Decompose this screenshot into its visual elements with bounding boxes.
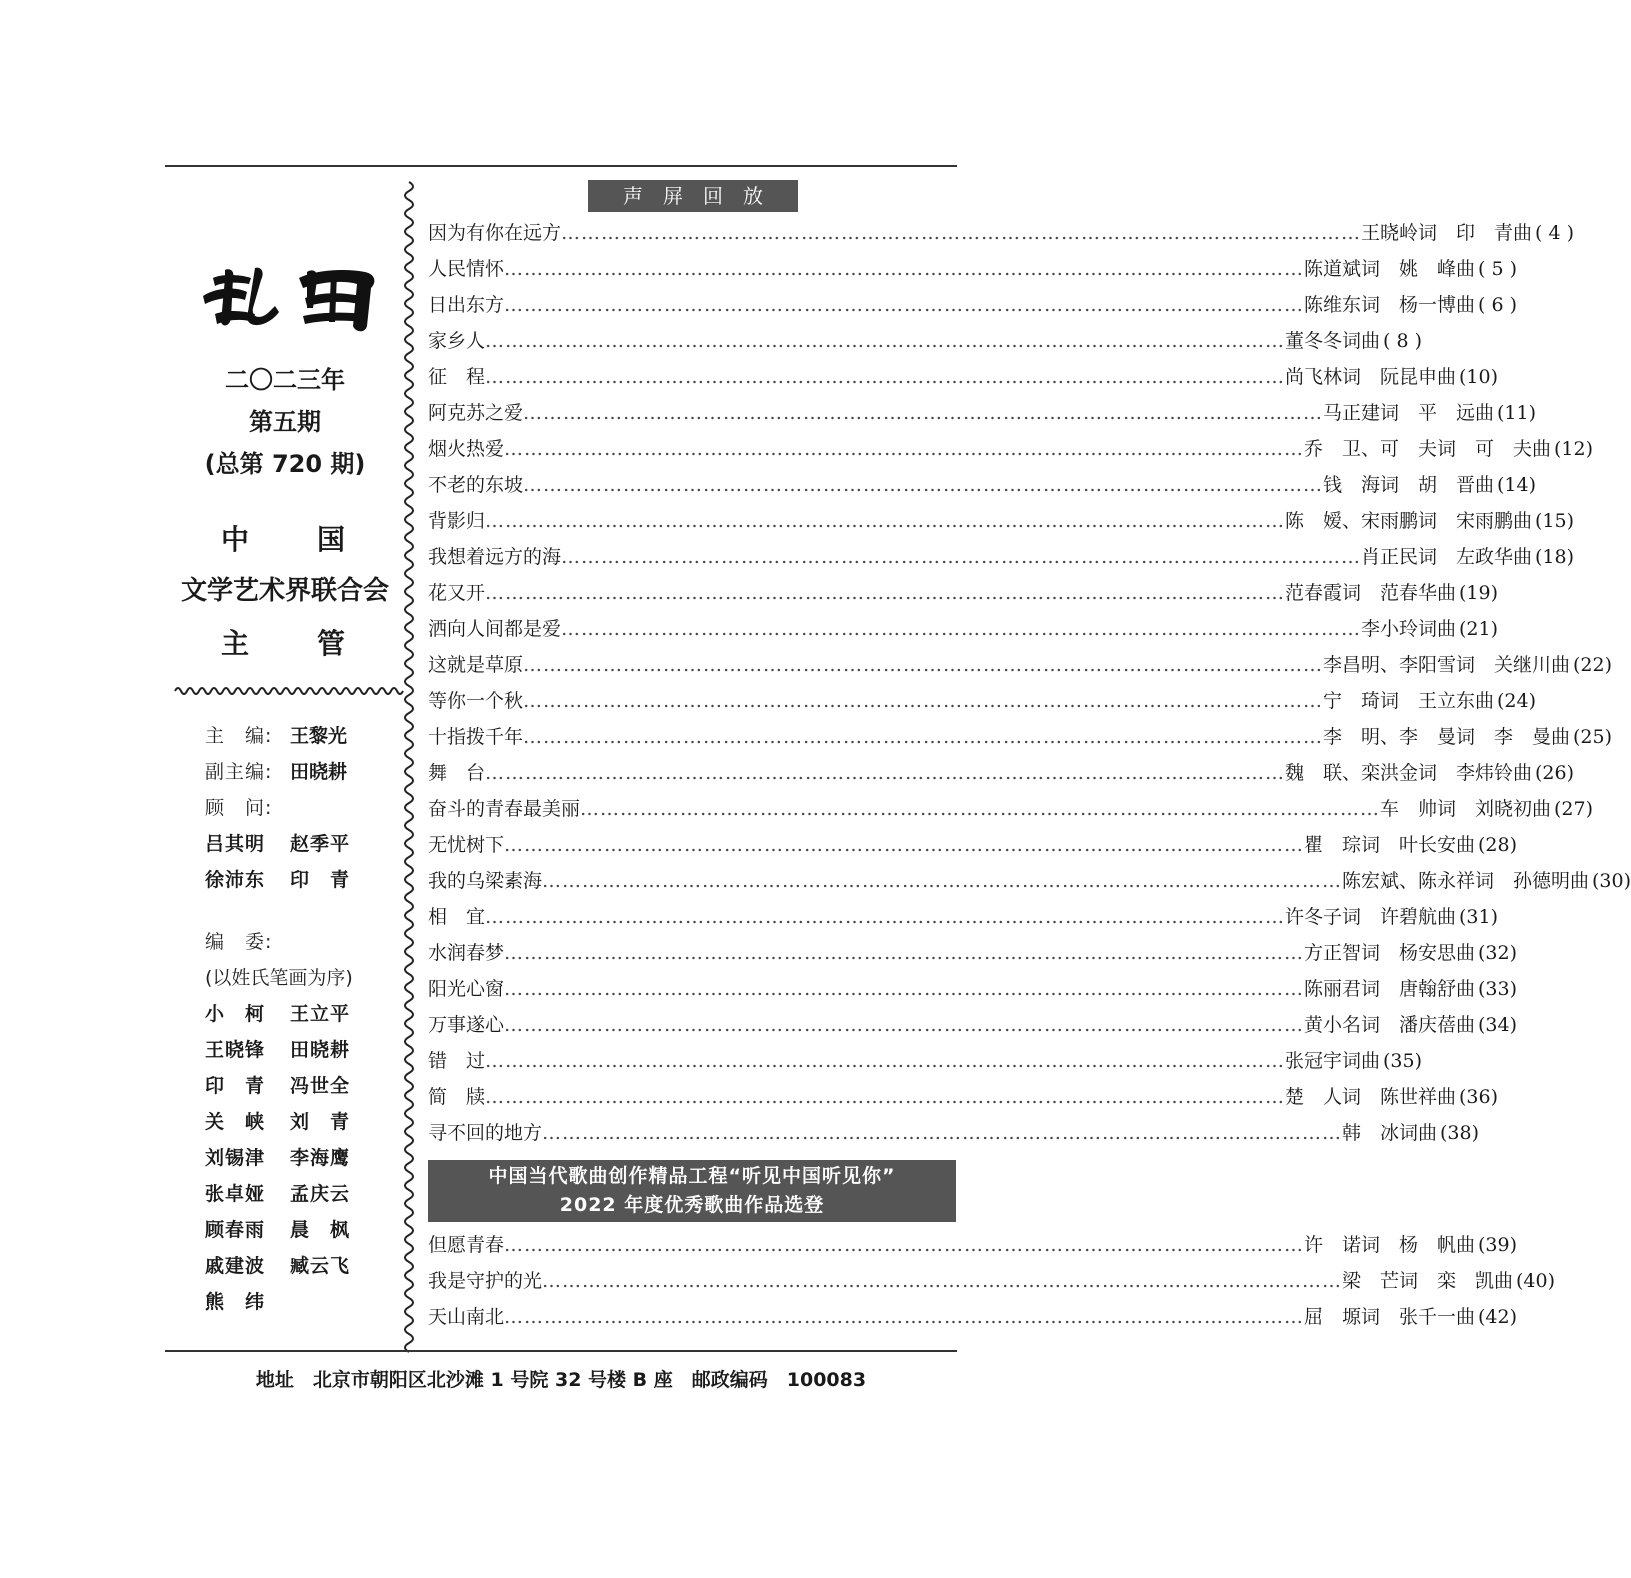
committee-row bbox=[205, 1176, 375, 1212]
committee-row bbox=[205, 1068, 375, 1104]
toc-title: 我想着远方的海 bbox=[428, 546, 562, 568]
toc-title: 背影归 bbox=[428, 510, 486, 532]
toc-title: 不老的东坡 bbox=[428, 474, 524, 496]
committee-member: 刘 青 bbox=[290, 1111, 351, 1133]
deputy-editor-label: 副主编: bbox=[205, 761, 273, 783]
toc-credit: 尚飞林词 阮昆申曲 bbox=[1285, 366, 1457, 388]
committee-member: 小 柯 bbox=[205, 1003, 266, 1025]
toc-title: 这就是草原 bbox=[428, 654, 524, 676]
leader-dots: ………………………………………………………………………………………………………… bbox=[504, 834, 1305, 856]
toc-entry bbox=[428, 866, 1631, 902]
deputy-editor-name: 田晓耕 bbox=[290, 761, 348, 783]
toc-entry bbox=[428, 686, 1537, 722]
leader-dots: ………………………………………………………………………………………………………… bbox=[504, 978, 1305, 1000]
toc-title: 家乡人 bbox=[428, 330, 486, 352]
toc-entry bbox=[428, 470, 1537, 506]
advisor-name: 赵季平 bbox=[290, 833, 351, 855]
toc-entry bbox=[428, 326, 1423, 362]
leader-dots: ………………………………………………………………………………………………………… bbox=[542, 1122, 1343, 1144]
toc-entry bbox=[428, 902, 1499, 938]
toc-title: 水润春梦 bbox=[428, 942, 505, 964]
editorial-staff bbox=[205, 718, 375, 1320]
toc-page-number: (18) bbox=[1535, 546, 1575, 568]
leader-dots: ………………………………………………………………………………………………………… bbox=[485, 762, 1286, 784]
leader-dots: ………………………………………………………………………………………………………… bbox=[504, 294, 1305, 316]
toc-credit: 乔 卫、可 夫词 可 夫曲 bbox=[1304, 438, 1552, 460]
toc-credit: 陈宏斌、陈永祥词 孙德明曲 bbox=[1342, 870, 1590, 892]
committee-row bbox=[205, 996, 375, 1032]
toc-entry bbox=[428, 614, 1499, 650]
toc-entry bbox=[428, 974, 1518, 1010]
sponsor-line-1: 中 国 bbox=[220, 523, 349, 556]
toc-page-number: (31) bbox=[1459, 906, 1499, 928]
leader-dots: ………………………………………………………………………………………………………… bbox=[504, 438, 1305, 460]
toc-entry bbox=[428, 938, 1518, 974]
toc-entry bbox=[428, 218, 1575, 254]
advisor-row bbox=[205, 826, 375, 862]
toc-credit: 陈道斌词 姚 峰曲 bbox=[1304, 258, 1476, 280]
toc-page-number: (38) bbox=[1440, 1122, 1480, 1144]
toc-title: 简 牍 bbox=[428, 1086, 486, 1108]
toc-title: 因为有你在远方 bbox=[428, 222, 562, 244]
toc-credit: 陈 嫒、宋雨鹏词 宋雨鹏曲 bbox=[1285, 510, 1533, 532]
toc-title: 我的乌梁素海 bbox=[428, 870, 543, 892]
toc-credit: 车 帅词 刘晓初曲 bbox=[1380, 798, 1552, 820]
leader-dots: ………………………………………………………………………………………………………… bbox=[485, 1050, 1286, 1072]
toc-entry bbox=[428, 758, 1575, 794]
toc-credit: 韩 冰词曲 bbox=[1342, 1122, 1438, 1144]
toc-entry bbox=[428, 254, 1518, 290]
toc-credit: 魏 联、栾洪金词 李炜铃曲 bbox=[1285, 762, 1533, 784]
toc-entry bbox=[428, 542, 1575, 578]
committee-row bbox=[205, 1248, 375, 1284]
toc-title: 无忧树下 bbox=[428, 834, 505, 856]
toc-credit: 方正智词 杨安思曲 bbox=[1304, 942, 1476, 964]
toc-credit: 陈丽君词 唐翰舒曲 bbox=[1304, 978, 1476, 1000]
toc-credit: 董冬冬词曲 bbox=[1285, 330, 1381, 352]
toc-title: 征 程 bbox=[428, 366, 486, 388]
toc-credit: 许 诺词 杨 帆曲 bbox=[1304, 1234, 1476, 1256]
committee-member bbox=[290, 1284, 375, 1320]
toc-page-number: (33) bbox=[1478, 978, 1518, 1000]
toc-page-number: (26) bbox=[1535, 762, 1575, 784]
top-rule bbox=[165, 165, 957, 167]
toc-page-number: (42) bbox=[1478, 1306, 1518, 1328]
committee-member: 晨 枫 bbox=[290, 1219, 351, 1241]
toc-credit: 黄小名词 潘庆蓓曲 bbox=[1304, 1014, 1476, 1036]
leader-dots: ………………………………………………………………………………………………………… bbox=[485, 366, 1286, 388]
wave-divider-vertical bbox=[400, 182, 418, 1342]
committee-member: 戚建波 bbox=[205, 1255, 266, 1277]
toc-list-1 bbox=[428, 218, 1631, 1154]
toc-entry bbox=[428, 362, 1499, 398]
toc-page-number: (12) bbox=[1554, 438, 1594, 460]
masthead-column bbox=[165, 168, 405, 1348]
committee-member: 冯世全 bbox=[290, 1075, 351, 1097]
toc-list-2 bbox=[428, 1230, 1556, 1338]
toc-page-number: ( 8 ) bbox=[1383, 330, 1423, 352]
toc-page-number: (32) bbox=[1478, 942, 1518, 964]
toc-page-number: (27) bbox=[1554, 798, 1594, 820]
toc-entry bbox=[428, 434, 1594, 470]
advisor-row bbox=[205, 862, 375, 898]
toc-title: 奋斗的青春最美丽 bbox=[428, 798, 581, 820]
committee-label: 编 委: bbox=[205, 931, 273, 953]
committee-member: 关 峡 bbox=[205, 1111, 266, 1133]
leader-dots: ………………………………………………………………………………………………………… bbox=[523, 690, 1324, 712]
toc-credit: 屈 塬词 张千一曲 bbox=[1304, 1306, 1476, 1328]
total-issue-label: (总第 720 期) bbox=[204, 450, 366, 478]
toc-title: 洒向人间都是爱 bbox=[428, 618, 562, 640]
toc-page-number: (22) bbox=[1573, 654, 1613, 676]
toc-credit: 马正建词 平 远曲 bbox=[1323, 402, 1495, 424]
advisor-name: 印 青 bbox=[290, 869, 351, 891]
section-banner-1: 声屏回放 bbox=[588, 180, 798, 212]
toc-credit: 张冠宇词曲 bbox=[1285, 1050, 1381, 1072]
toc-credit: 王晓岭词 印 青曲 bbox=[1361, 222, 1533, 244]
year-label: 二〇二三年 bbox=[225, 366, 345, 394]
advisor-label: 顾 问: bbox=[205, 797, 273, 819]
committee-row bbox=[205, 1284, 375, 1320]
toc-title: 天山南北 bbox=[428, 1306, 505, 1328]
toc-title: 错 过 bbox=[428, 1050, 486, 1072]
toc-title: 万事遂心 bbox=[428, 1014, 505, 1036]
toc-credit: 梁 芒词 栾 凯曲 bbox=[1342, 1270, 1514, 1292]
toc-page-number: ( 6 ) bbox=[1478, 294, 1518, 316]
committee-member: 张卓娅 bbox=[205, 1183, 266, 1205]
editor-name: 王黎光 bbox=[290, 725, 348, 747]
leader-dots: ………………………………………………………………………………………………………… bbox=[542, 1270, 1343, 1292]
toc-page-number: (15) bbox=[1535, 510, 1575, 532]
toc-credit: 李 明、李 曼词 李 曼曲 bbox=[1323, 726, 1571, 748]
toc-credit: 钱 海词 胡 晋曲 bbox=[1323, 474, 1495, 496]
toc-title: 阿克苏之爱 bbox=[428, 402, 524, 424]
committee-member: 印 青 bbox=[205, 1075, 266, 1097]
toc-page-number: (30) bbox=[1592, 870, 1631, 892]
toc-credit: 范春霞词 范春华曲 bbox=[1285, 582, 1457, 604]
toc-title: 花又开 bbox=[428, 582, 486, 604]
toc-page-number: (28) bbox=[1478, 834, 1518, 856]
toc-credit: 李小玲词曲 bbox=[1361, 618, 1457, 640]
toc-page-number: (25) bbox=[1573, 726, 1613, 748]
toc-page-number: (24) bbox=[1497, 690, 1537, 712]
toc-entry bbox=[428, 1230, 1518, 1266]
committee-member: 臧云飞 bbox=[290, 1255, 351, 1277]
committee-row bbox=[205, 1140, 375, 1176]
toc-page-number: (10) bbox=[1459, 366, 1499, 388]
toc-entry bbox=[428, 1118, 1480, 1154]
leader-dots: ………………………………………………………………………………………………………… bbox=[504, 1234, 1305, 1256]
toc-credit: 肖正民词 左政华曲 bbox=[1361, 546, 1533, 568]
toc-page-number: (36) bbox=[1459, 1086, 1499, 1108]
table-of-contents bbox=[428, 176, 1631, 1338]
committee-member: 王立平 bbox=[290, 1003, 351, 1025]
leader-dots: ………………………………………………………………………………………………………… bbox=[504, 1306, 1305, 1328]
toc-page-number: ( 5 ) bbox=[1478, 258, 1518, 280]
toc-title: 阳光心窗 bbox=[428, 978, 505, 1000]
toc-title: 人民情怀 bbox=[428, 258, 505, 280]
toc-entry bbox=[428, 1302, 1518, 1338]
toc-credit: 宁 琦词 王立东曲 bbox=[1323, 690, 1495, 712]
committee-member: 顾春雨 bbox=[205, 1219, 266, 1241]
section-banner-2 bbox=[428, 1160, 956, 1222]
toc-credit: 许冬子词 许碧航曲 bbox=[1285, 906, 1457, 928]
toc-entry bbox=[428, 1082, 1499, 1118]
editor-label: 主 编: bbox=[205, 725, 273, 747]
sponsor-line-2: 文学艺术界联合会 bbox=[180, 576, 389, 606]
leader-dots: ………………………………………………………………………………………………………… bbox=[523, 402, 1324, 424]
committee-member: 孟庆云 bbox=[290, 1183, 351, 1205]
toc-entry bbox=[428, 650, 1613, 686]
bottom-rule bbox=[165, 1350, 957, 1352]
leader-dots: ………………………………………………………………………………………………………… bbox=[485, 582, 1286, 604]
toc-title: 舞 台 bbox=[428, 762, 486, 784]
committee-member: 田晓耕 bbox=[290, 1039, 351, 1061]
leader-dots: ………………………………………………………………………………………………………… bbox=[523, 474, 1324, 496]
toc-page-number: (19) bbox=[1459, 582, 1499, 604]
advisor-name: 徐沛东 bbox=[205, 869, 266, 891]
leader-dots: ………………………………………………………………………………………………………… bbox=[542, 870, 1343, 892]
toc-title: 烟火热爱 bbox=[428, 438, 505, 460]
leader-dots: ………………………………………………………………………………………………………… bbox=[523, 654, 1324, 676]
committee-member: 王晓锋 bbox=[205, 1039, 266, 1061]
toc-title: 日出东方 bbox=[428, 294, 505, 316]
leader-dots: ………………………………………………………………………………………………………… bbox=[523, 726, 1324, 748]
leader-dots: ………………………………………………………………………………………………………… bbox=[561, 618, 1362, 640]
toc-entry bbox=[428, 398, 1537, 434]
address-footer: 地址 北京市朝阳区北沙滩 1 号院 32 号楼 B 座 邮政编码 100083 bbox=[255, 1369, 867, 1391]
committee-row bbox=[205, 1212, 375, 1248]
leader-dots: ………………………………………………………………………………………………………… bbox=[504, 942, 1305, 964]
issue-label: 第五期 bbox=[249, 408, 321, 436]
toc-page-number: (35) bbox=[1383, 1050, 1423, 1072]
leader-dots: ………………………………………………………………………………………………………… bbox=[485, 330, 1286, 352]
toc-entry bbox=[428, 1010, 1518, 1046]
committee-member: 李海鹰 bbox=[290, 1147, 351, 1169]
committee-row bbox=[205, 1104, 375, 1140]
section-banner-2-line-1: 中国当代歌曲创作精品工程“听见中国听见你” bbox=[488, 1165, 896, 1187]
leader-dots: ………………………………………………………………………………………………………… bbox=[485, 1086, 1286, 1108]
leader-dots: ………………………………………………………………………………………………………… bbox=[561, 222, 1362, 244]
toc-page-number: (39) bbox=[1478, 1234, 1518, 1256]
leader-dots: ………………………………………………………………………………………………………… bbox=[485, 906, 1286, 928]
toc-entry bbox=[428, 1266, 1556, 1302]
toc-credit: 楚 人词 陈世祥曲 bbox=[1285, 1086, 1457, 1108]
leader-dots: ………………………………………………………………………………………………………… bbox=[504, 1014, 1305, 1036]
toc-entry bbox=[428, 1046, 1423, 1082]
toc-page-number: ( 4 ) bbox=[1535, 222, 1575, 244]
advisor-name: 吕其明 bbox=[205, 833, 266, 855]
toc-entry bbox=[428, 794, 1594, 830]
sponsor-line-3: 主 管 bbox=[220, 627, 349, 660]
committee-row bbox=[205, 1032, 375, 1068]
toc-page-number: (34) bbox=[1478, 1014, 1518, 1036]
toc-credit: 瞿 琮词 叶长安曲 bbox=[1304, 834, 1476, 856]
magazine-logo bbox=[195, 248, 395, 338]
toc-page-number: (21) bbox=[1459, 618, 1499, 640]
toc-page-number: (14) bbox=[1497, 474, 1537, 496]
toc-title: 但愿青春 bbox=[428, 1234, 505, 1256]
toc-entry bbox=[428, 578, 1499, 614]
toc-credit: 李昌明、李阳雪词 关继川曲 bbox=[1323, 654, 1571, 676]
toc-entry bbox=[428, 290, 1518, 326]
toc-title: 十指拨千年 bbox=[428, 726, 524, 748]
section-banner-2-line-2: 2022 年度优秀歌曲作品选登 bbox=[559, 1194, 825, 1216]
toc-credit: 陈维东词 杨一博曲 bbox=[1304, 294, 1476, 316]
toc-entry bbox=[428, 722, 1613, 758]
leader-dots: ………………………………………………………………………………………………………… bbox=[504, 258, 1305, 280]
toc-page-number: (40) bbox=[1516, 1270, 1556, 1292]
committee-member: 熊 纬 bbox=[205, 1291, 266, 1313]
leader-dots: ………………………………………………………………………………………………………… bbox=[561, 546, 1362, 568]
toc-title: 寻不回的地方 bbox=[428, 1122, 543, 1144]
leader-dots: ………………………………………………………………………………………………………… bbox=[485, 510, 1286, 532]
leader-dots: ………………………………………………………………………………………………………… bbox=[580, 798, 1381, 820]
committee-list bbox=[205, 996, 375, 1320]
committee-note: (以姓氏笔画为序) bbox=[205, 967, 353, 989]
toc-title: 相 宜 bbox=[428, 906, 486, 928]
wave-divider-horizontal bbox=[175, 685, 400, 697]
toc-title: 等你一个秋 bbox=[428, 690, 524, 712]
toc-title: 我是守护的光 bbox=[428, 1270, 543, 1292]
toc-entry bbox=[428, 506, 1575, 542]
committee-member: 刘锡津 bbox=[205, 1147, 266, 1169]
toc-page-number: (11) bbox=[1497, 402, 1537, 424]
toc-entry bbox=[428, 830, 1518, 866]
